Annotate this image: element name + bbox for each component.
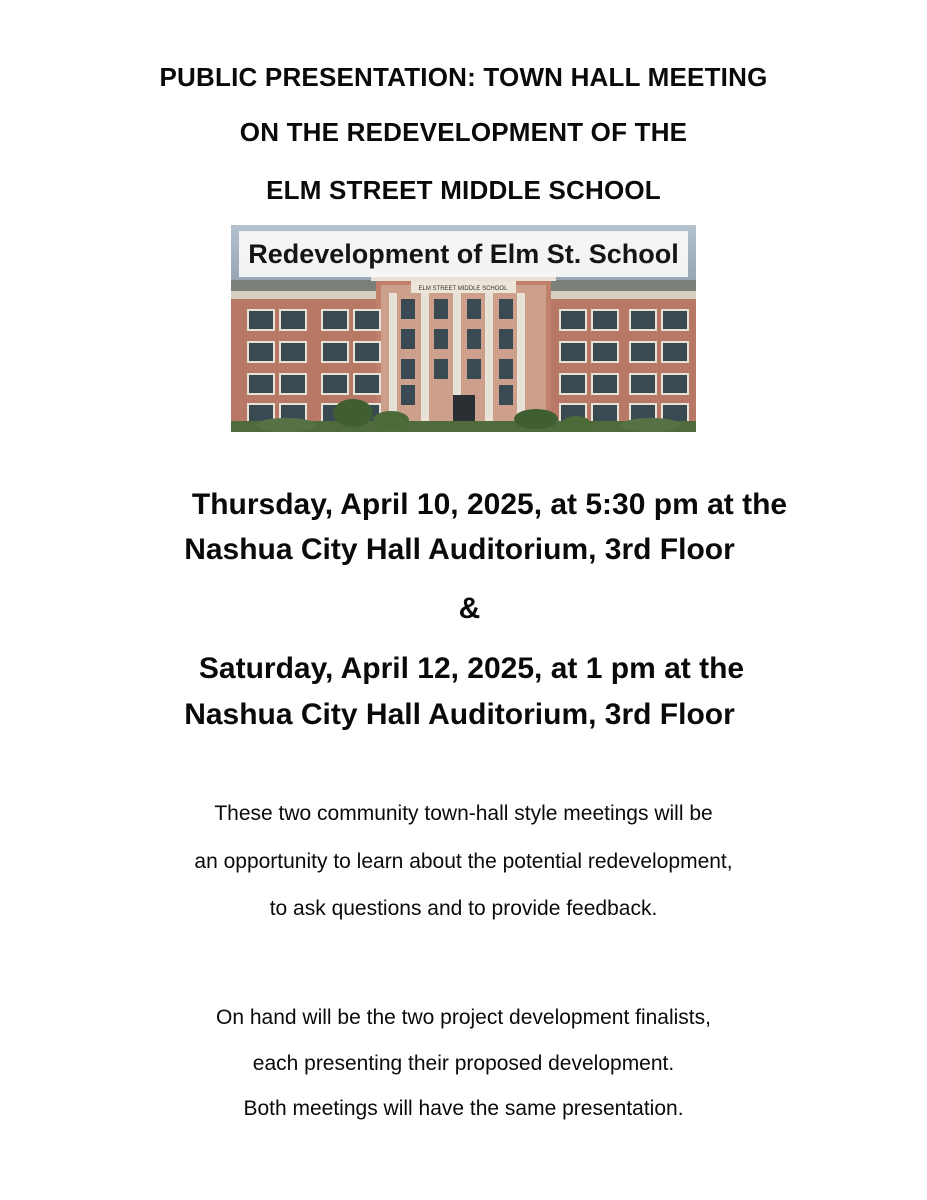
flyer-title-line-1: PUBLIC PRESENTATION: TOWN HALL MEETING xyxy=(159,62,768,92)
central-window xyxy=(434,359,448,379)
description-line-3: to ask questions and to provide feedback. xyxy=(269,897,658,920)
central-window xyxy=(467,299,481,319)
window xyxy=(561,343,585,361)
window xyxy=(663,375,687,393)
central-window xyxy=(401,385,415,405)
central-window xyxy=(499,359,513,379)
central-window xyxy=(499,385,513,405)
window xyxy=(631,343,655,361)
flyer-title-line-2: ON THE REDEVELOPMENT OF THE xyxy=(239,117,688,147)
description-line-1: These two community town-hall style meetings will be xyxy=(214,802,713,825)
window xyxy=(593,311,617,329)
central-window xyxy=(499,299,513,319)
central-window xyxy=(401,299,415,319)
window xyxy=(249,343,273,361)
meeting-separator: & xyxy=(458,592,481,625)
entrance-door xyxy=(453,395,475,425)
description-line-2: an opportunity to learn about the potential redevelopment, xyxy=(194,850,733,873)
second-meeting-date: Saturday, April 12, 2025, at 1 pm at the xyxy=(198,652,745,685)
stone-pilaster xyxy=(485,293,493,421)
tree-left xyxy=(333,399,373,427)
finalists-line-2: each presenting their proposed development. xyxy=(252,1052,675,1075)
window xyxy=(281,311,305,329)
window xyxy=(355,343,379,361)
window xyxy=(281,343,305,361)
school-building-photo xyxy=(231,225,696,432)
window xyxy=(355,375,379,393)
window xyxy=(663,343,687,361)
window xyxy=(593,405,617,423)
stone-pilaster xyxy=(421,293,429,421)
window xyxy=(631,375,655,393)
central-window xyxy=(467,329,481,349)
first-meeting-date: Thursday, April 10, 2025, at 5:30 pm at the xyxy=(191,488,788,521)
window xyxy=(281,375,305,393)
first-meeting-location: Nashua City Hall Auditorium, 3rd Floor xyxy=(184,533,735,566)
building-sign: ELM STREET MIDDLE SCHOOL xyxy=(418,286,508,292)
window xyxy=(593,343,617,361)
window xyxy=(355,311,379,329)
shrub-far-right xyxy=(562,416,590,430)
shrub-right xyxy=(514,409,558,429)
finalists-line-1: On hand will be the two project development finalists, xyxy=(216,1006,711,1029)
window xyxy=(323,375,347,393)
central-window xyxy=(434,299,448,319)
window xyxy=(323,343,347,361)
central-window xyxy=(499,329,513,349)
photo-caption: Redevelopment of Elm St. School xyxy=(239,231,688,277)
central-window xyxy=(401,359,415,379)
second-meeting-location: Nashua City Hall Auditorium, 3rd Floor xyxy=(184,698,735,731)
window xyxy=(249,311,273,329)
window xyxy=(593,375,617,393)
central-window xyxy=(434,329,448,349)
window xyxy=(561,311,585,329)
flyer-title-line-3: ELM STREET MIDDLE SCHOOL xyxy=(266,175,661,205)
stone-pilaster xyxy=(389,293,397,421)
shrub-left xyxy=(373,411,409,429)
window xyxy=(249,375,273,393)
stone-pilaster xyxy=(517,293,525,421)
finalists-line-3: Both meetings will have the same presentation. xyxy=(243,1097,684,1120)
window xyxy=(323,311,347,329)
window xyxy=(663,311,687,329)
window xyxy=(561,375,585,393)
central-window xyxy=(401,329,415,349)
central-window xyxy=(467,359,481,379)
window xyxy=(631,311,655,329)
